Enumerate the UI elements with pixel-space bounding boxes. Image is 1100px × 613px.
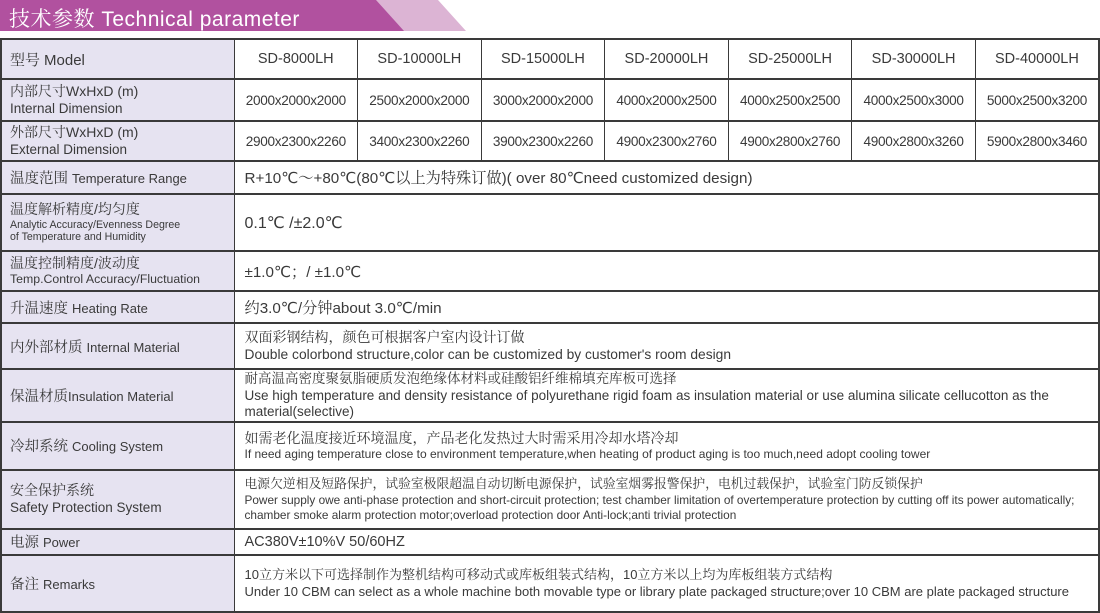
dimension-cell: 4000x2500x3000: [852, 79, 976, 121]
row-label-internal-material: [1, 323, 234, 369]
value-zh: 如需老化温度接近环境温度，产品老化发热过大时需采用冷却水塔冷却: [244, 429, 679, 446]
technical-parameter-table: [0, 38, 1100, 613]
value-en: If need aging temperature close to environment temperature,when heating of product aging is too much,need adopt cooling tower: [244, 447, 931, 462]
label-zh: 冷却系统: [10, 439, 68, 456]
table-row-control-accuracy: [1, 251, 1099, 291]
value-zh: 10立方米以下可选择制作为整机结构可移动式或库板组装式结构，10立方米以上均为库板组装方式结构: [244, 567, 833, 582]
label-zh: 温度控制精度/波动度: [10, 254, 140, 271]
table-row-cooling-system: [1, 422, 1099, 470]
label-zh: 温度解析精度/均匀度: [10, 201, 140, 218]
model-cell: SD-30000LH: [852, 39, 976, 79]
dimension-cell: 2000x2000x2000: [234, 79, 358, 121]
dimension-cell: 5900x2800x3460: [975, 121, 1099, 161]
table-row-analytic-accuracy: [1, 194, 1099, 251]
label-zh: 升温速度: [10, 300, 68, 317]
dimension-cell: 4000x2000x2500: [605, 79, 729, 121]
label-en: External Dimension: [10, 141, 128, 157]
label-zh: 安全保护系统: [10, 482, 94, 499]
value-en: Use high temperature and density resistance of polyurethane rigid foam as insulation material or use alumina silicate cellucotton as the material(selective): [244, 387, 1049, 419]
table-row-temperature-range: [1, 161, 1099, 194]
row-label-heating-rate: [1, 291, 234, 323]
dimension-cell: 3900x2300x2260: [481, 121, 605, 161]
insulation-material-value: [234, 369, 1099, 422]
label-en: Insulation Material: [68, 388, 174, 404]
row-label-safety-protection: [1, 470, 234, 529]
label-en: Heating Rate: [72, 300, 148, 316]
table-row-model: [1, 39, 1099, 79]
row-label-cooling-system: [1, 422, 234, 470]
internal-material-value: [234, 323, 1099, 369]
safety-protection-value: [234, 470, 1099, 529]
value-en: Double colorbond structure,color can be customized by customer's room design: [244, 347, 732, 363]
dimension-cell: 4900x2800x3260: [852, 121, 976, 161]
model-cell: SD-25000LH: [728, 39, 852, 79]
row-label-model: [1, 39, 234, 79]
table-row-insulation-material: [1, 369, 1099, 422]
cooling-system-value: [234, 422, 1099, 470]
value-en: Power supply owe anti-phase protection and short-circuit protection; test chamber limitation of overtemperature protection by cutting off its power automatically; chamber smoke alarm protection motor;overload protection door Anti-lock;anti trivial protection: [244, 492, 1075, 522]
power-value: AC380V±10%V 50/60HZ: [234, 529, 1099, 555]
row-label-control-accuracy: [1, 251, 234, 291]
label-zh: 温度范围: [10, 171, 68, 187]
row-label-temperature-range: [1, 161, 234, 194]
label-en: Cooling System: [72, 439, 164, 455]
row-label-insulation-material: [1, 369, 234, 422]
label-zh: 电源: [10, 535, 39, 552]
label-zh: 备注: [10, 576, 39, 593]
table-row-internal-material: [1, 323, 1099, 369]
dimension-cell: 4900x2300x2760: [605, 121, 729, 161]
label-en-line2: of Temperature and Humidity: [10, 231, 146, 244]
value-zh: 双面彩钢结构，颜色可根据客户室内设计订做: [244, 329, 525, 346]
label-zh: 内外部材质: [10, 339, 83, 356]
model-cell: SD-8000LH: [234, 39, 358, 79]
table-row-internal-dimension: [1, 79, 1099, 121]
model-cell: SD-40000LH: [975, 39, 1099, 79]
table-row-heating-rate: [1, 291, 1099, 323]
table-row-power: [1, 529, 1099, 555]
label-zh: 型号: [10, 51, 41, 69]
row-label-power: [1, 529, 234, 555]
label-en: Temp.Control Accuracy/Fluctuation: [10, 272, 201, 287]
label-en: Power: [43, 535, 80, 551]
label-en: Internal Material: [86, 339, 180, 355]
dimension-cell: 2500x2000x2000: [358, 79, 482, 121]
table-row-safety-protection: [1, 470, 1099, 529]
control-accuracy-value: ±1.0℃；/ ±1.0℃: [234, 251, 1099, 291]
analytic-accuracy-value: 0.1℃ /±2.0℃: [234, 194, 1099, 251]
label-zh: 保温材质: [10, 388, 68, 405]
dimension-cell: 4900x2800x2760: [728, 121, 852, 161]
temperature-range-value: R+10℃～+80℃(80℃以上为特殊订做)( over 80℃need customized design): [234, 161, 1099, 194]
heating-rate-value: 约3.0℃/分钟about 3.0℃/min: [234, 291, 1099, 323]
label-zh: 内部尺寸WxHxD (m): [10, 83, 139, 100]
model-cell: SD-10000LH: [358, 39, 482, 79]
remarks-value: [234, 555, 1099, 612]
dimension-cell: 5000x2500x3200: [975, 79, 1099, 121]
table-row-remarks: [1, 555, 1099, 612]
value-zh: 耐高温高密度聚氨脂硬质发泡绝缘体材料或硅酸铝纤维棉填充库板可选择: [244, 371, 677, 386]
row-label-remarks: [1, 555, 234, 612]
value-en: Under 10 CBM can select as a whole machine both movable type or library plate packaged structure;over 10 CBM are plate packaged structure: [244, 583, 1069, 599]
dimension-cell: 3400x2300x2260: [358, 121, 482, 161]
row-label-internal-dimension: [1, 79, 234, 121]
model-cell: SD-20000LH: [605, 39, 729, 79]
label-en: Model: [44, 51, 85, 69]
section-title: 技术参数 Technical parameter: [9, 8, 300, 31]
section-banner: [0, 0, 1100, 31]
label-zh: 外部尺寸WxHxD (m): [10, 124, 139, 141]
dimension-cell: 3000x2000x2000: [481, 79, 605, 121]
label-en: Safety Protection System: [10, 499, 162, 515]
dimension-cell: 2900x2300x2260: [234, 121, 358, 161]
row-label-analytic-accuracy: [1, 194, 234, 251]
label-en: Remarks: [43, 576, 96, 592]
dimension-cell: 4000x2500x2500: [728, 79, 852, 121]
label-en-line1: Analytic Accuracy/Evenness Degree: [10, 218, 181, 231]
table-row-external-dimension: [1, 121, 1099, 161]
row-label-external-dimension: [1, 121, 234, 161]
model-cell: SD-15000LH: [481, 39, 605, 79]
label-en: Internal Dimension: [10, 100, 123, 116]
label-en: Temperature Range: [72, 171, 187, 186]
value-zh: 电源欠逆相及短路保护，试验室极限超温自动切断电源保护，试验室烟雾报警保护，电机过载保护，试验室门防反锁保护: [244, 476, 923, 492]
